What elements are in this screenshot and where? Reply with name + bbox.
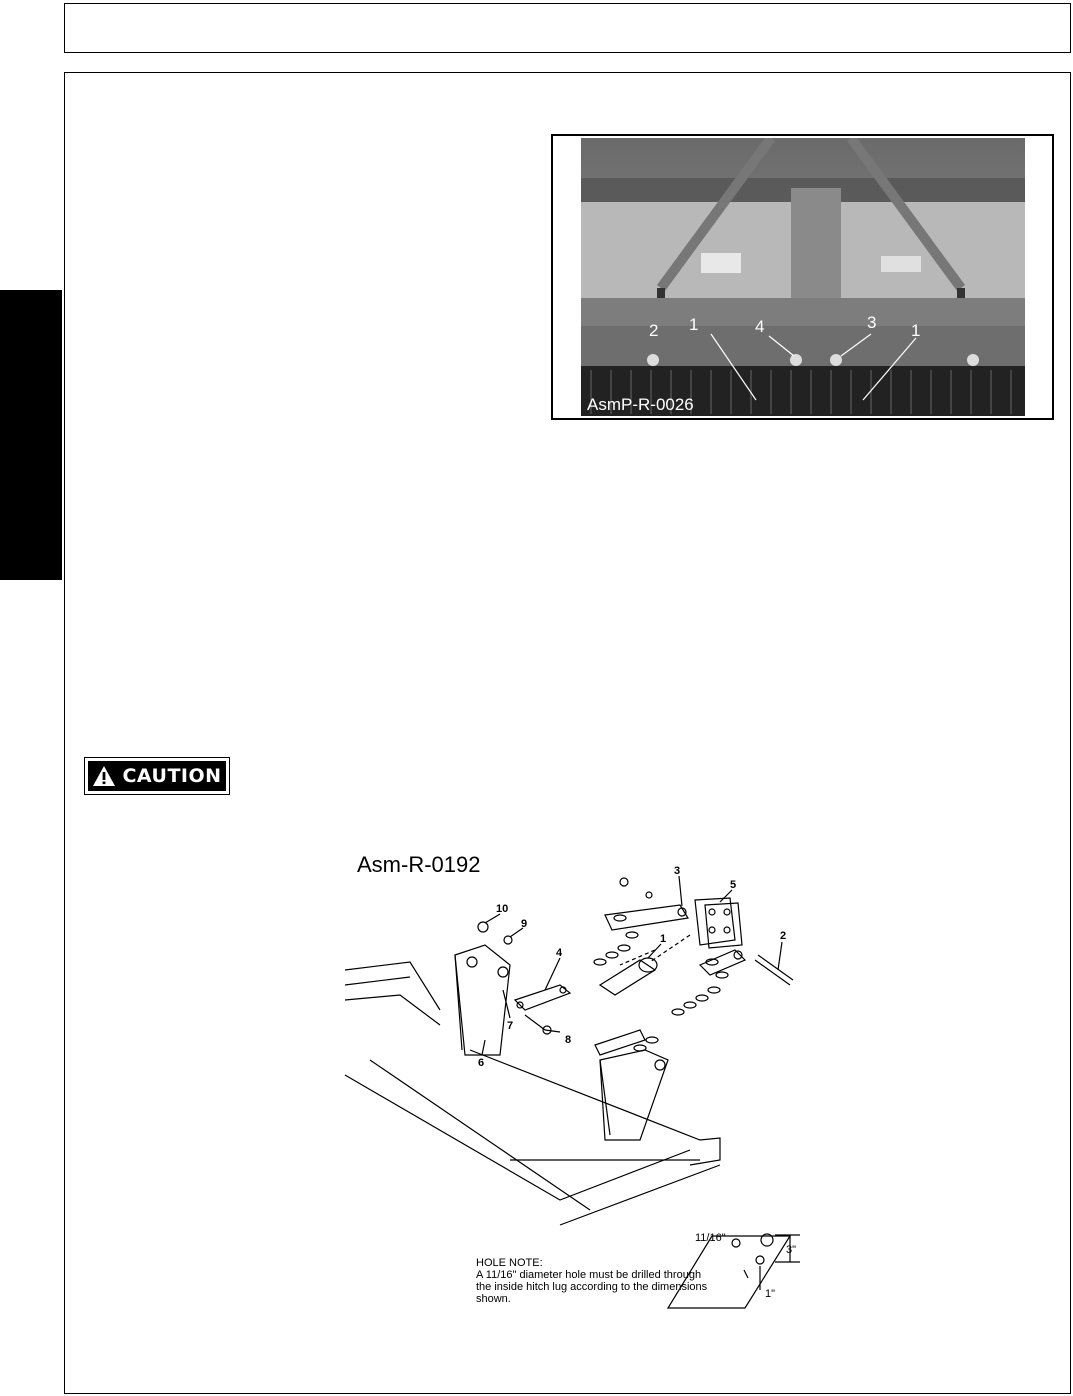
warning-triangle-icon bbox=[92, 765, 116, 787]
photo-id-label: AsmP-R-0026 bbox=[587, 395, 694, 414]
photo-callout: 4 bbox=[755, 317, 765, 336]
caution-label: CAUTION bbox=[122, 765, 222, 787]
dimension-horizontal: 1" bbox=[765, 1288, 776, 1300]
hitch-assembly-diagram bbox=[340, 846, 820, 1326]
diagram-callout: 3 bbox=[674, 865, 681, 877]
hole-note-heading: HOLE NOTE: bbox=[476, 1257, 543, 1269]
section-side-tab bbox=[0, 290, 62, 580]
diagram-callout: 8 bbox=[565, 1034, 572, 1046]
diagram-id-label: Asm-R-0192 bbox=[357, 852, 481, 877]
diagram-callout: 5 bbox=[730, 879, 737, 891]
diagram-callout: 1 bbox=[660, 933, 667, 945]
diagram-callout: 6 bbox=[478, 1057, 485, 1069]
caution-badge bbox=[84, 757, 230, 795]
photo-callout: 2 bbox=[649, 321, 659, 340]
assembly-photo bbox=[581, 138, 1025, 416]
diagram-callout: 2 bbox=[780, 930, 787, 942]
photo-callout: 3 bbox=[867, 313, 877, 332]
diagram-callout: 7 bbox=[507, 1020, 514, 1032]
dimension-diameter: 11/16" bbox=[695, 1232, 726, 1244]
hole-note-text: A 11/16" diameter hole must be drilled through the inside hitch lug according to the dimensions shown. bbox=[476, 1269, 708, 1305]
diagram-callout: 10 bbox=[496, 903, 509, 915]
dimension-vertical: 3" bbox=[786, 1244, 797, 1256]
photo-callout: 1 bbox=[911, 321, 921, 340]
hole-note bbox=[476, 1257, 716, 1305]
diagram-callout: 9 bbox=[521, 918, 528, 930]
diagram-callout: 4 bbox=[556, 947, 563, 959]
assembly-photo-frame bbox=[551, 134, 1054, 420]
photo-callout: 1 bbox=[689, 315, 699, 334]
page-header-box bbox=[64, 3, 1071, 53]
